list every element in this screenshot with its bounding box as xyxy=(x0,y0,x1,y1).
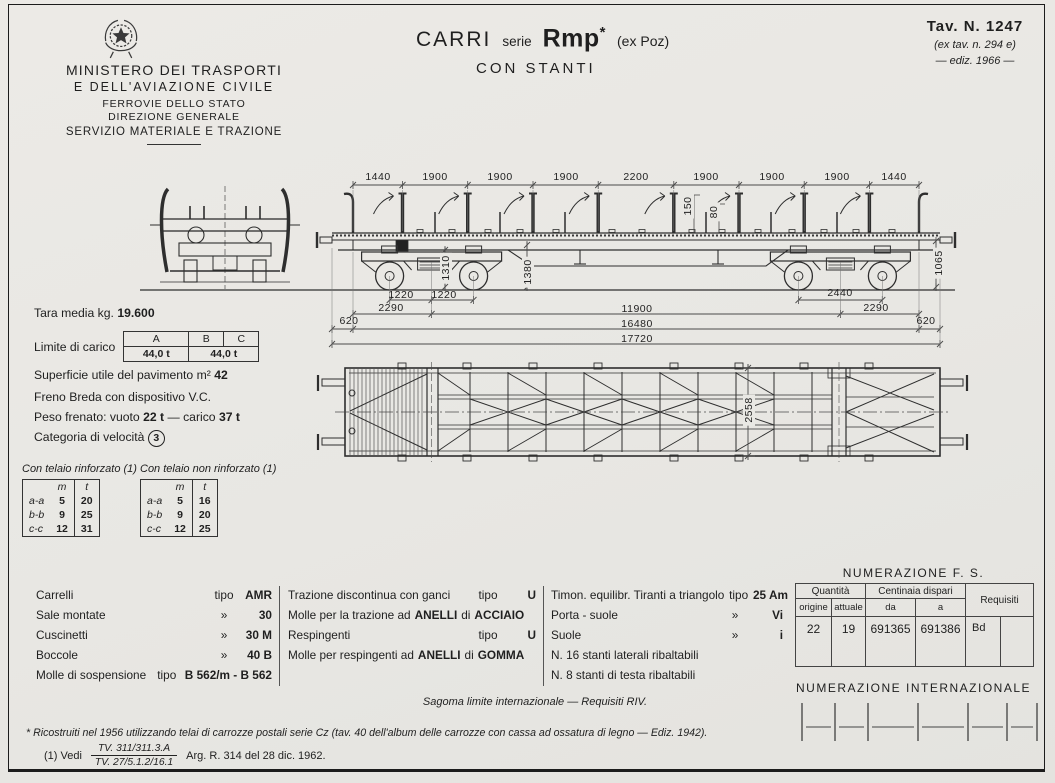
column-divider xyxy=(279,586,280,686)
fs-requisiti-empty xyxy=(1001,617,1034,667)
ministry-line: SERVIZIO MATERIALE E TRAZIONE xyxy=(65,126,283,139)
spec-row: Trazione discontinua con ganci tipo U xyxy=(288,588,536,602)
sagoma-note: Sagoma limite internazionale — Requisiti RIV. xyxy=(422,696,648,708)
dimension-label: 1900 xyxy=(824,171,850,183)
limite-line xyxy=(34,331,259,362)
telaio-non-rinforzato-table: m t a-a 5 16 b-b 9 20 c-c 12 25 xyxy=(140,479,218,537)
fs-origine-header: origine xyxy=(796,599,832,617)
dimension-label: 1440 xyxy=(365,171,391,183)
spec-row: N. 8 stanti di testa ribaltabili xyxy=(551,668,696,682)
telaio-table-title: Con telaio rinforzato (1) xyxy=(22,463,137,475)
title-ex-poz: (ex Poz) xyxy=(617,33,670,50)
footnote-marker: * xyxy=(26,727,31,739)
telaio-row: a-a 5 16 xyxy=(141,494,218,508)
column-divider xyxy=(543,586,544,686)
fs-centinaia-header: Centinaia dispari xyxy=(866,584,966,599)
dimension-label: 2290 xyxy=(378,302,404,314)
limite-label: Limite di carico xyxy=(34,339,116,354)
limite-col-a: A xyxy=(124,332,189,347)
fs-attuale-value: 19 xyxy=(832,617,866,667)
telaio-rinforzato-table: m t a-a 5 20 b-b 9 25 c-c 12 31 xyxy=(22,479,100,537)
dimension-label: 16480 xyxy=(621,318,653,330)
spec-row: Suole » i xyxy=(551,628,783,642)
fs-da-value: 691365 xyxy=(866,617,916,667)
dimension-label: 1220 xyxy=(431,289,457,301)
tara-value: 19.600 xyxy=(117,306,155,320)
fs-numbering-table xyxy=(795,583,1034,667)
title-series-code: Rmp* xyxy=(542,24,607,53)
dimension-label: 1900 xyxy=(553,171,579,183)
fs-requisiti-header: Requisiti xyxy=(966,584,1034,617)
spec-row: Molle per respingenti ad ANELLI di GOMMA xyxy=(288,648,525,662)
dimension-label: 150 xyxy=(682,193,694,218)
dimension-label: 17720 xyxy=(621,333,653,345)
spec-column-trazione xyxy=(288,588,536,668)
reference-fraction xyxy=(91,743,177,768)
telaio-table-title: Con telaio non rinforzato (1) xyxy=(140,463,277,475)
vedi-footnote: (1) Vedi $\frac{TV. 311/311.3.A}{TV. 27/5.1.2/16.1}$ Arg. R. 314 del 28 dic. 1962. xyxy=(44,743,326,768)
fs-quantita-header: Quantità xyxy=(796,584,866,599)
title-serie: serie xyxy=(502,34,532,50)
speed-category-badge: 3 xyxy=(148,430,165,447)
dimension-label: 1310 xyxy=(440,252,452,283)
spec-row: Carrelli tipo AMR xyxy=(36,588,272,602)
spec-row: Porta - suole » Vi xyxy=(551,608,783,622)
freno-line: Freno Breda con dispositivo V.C. xyxy=(34,390,212,404)
dimension-label: 1065 xyxy=(933,247,945,278)
limite-col-b: B xyxy=(189,332,224,347)
dimension-label: 1900 xyxy=(759,171,785,183)
ministry-line: FERROVIE DELLO STATO xyxy=(102,98,246,111)
fs-numbering-title: NUMERAZIONE F. S. xyxy=(842,566,985,580)
limite-value-bc: 44,0 t xyxy=(189,347,259,362)
fs-requisiti-value: Bd xyxy=(966,617,1001,667)
ministry-line: MINISTERO DEI TRASPORTI xyxy=(65,62,283,78)
spec-row: Sale montate » 30 xyxy=(36,608,272,622)
superficie-value: 42 xyxy=(214,368,228,382)
dimension-label: 1440 xyxy=(881,171,907,183)
dimension-label: 11900 xyxy=(621,303,653,315)
dimension-label: 2290 xyxy=(863,302,889,314)
telaio-row: b-b 9 25 xyxy=(23,508,100,522)
limite-table xyxy=(123,331,259,362)
spec-row: Cuscinetti » 30 M xyxy=(36,628,272,642)
plate-number: Tav. N. 1247 xyxy=(926,18,1024,35)
telaio-row: c-c 12 31 xyxy=(23,522,100,537)
dimension-label: 2558 xyxy=(743,394,755,425)
spec-row: Boccole » 40 B xyxy=(36,648,272,662)
telaio-row: c-c 12 25 xyxy=(141,522,218,537)
dimension-label: 1900 xyxy=(422,171,448,183)
spec-column-timoneria xyxy=(551,588,788,688)
limite-col-c: C xyxy=(224,332,259,347)
dimension-label: 620 xyxy=(339,315,359,327)
dimension-label: 2200 xyxy=(623,171,649,183)
title-carri: CARRI xyxy=(416,28,492,52)
dimension-label: 1900 xyxy=(487,171,513,183)
fraction-denominator: TV. 27/5.1.2/16.1 xyxy=(94,757,174,768)
title-subtitle: CON STANTI xyxy=(476,60,596,78)
dimension-label: 1380 xyxy=(522,256,534,287)
spec-row: Timon. equilibr. Tiranti a triangolo tipo 25 Am xyxy=(551,588,788,602)
fs-attuale-header: attuale xyxy=(832,599,866,617)
dimension-label: 80 xyxy=(708,203,720,222)
fs-origine-value: 22 xyxy=(796,617,832,667)
fraction-numerator: TV. 311/311.3.A xyxy=(91,743,177,756)
plate-edition: — ediz. 1966 — xyxy=(935,55,1015,67)
intl-numbering-title: NUMERAZIONE INTERNAZIONALE xyxy=(795,681,1032,695)
spec-row: Molle per la trazione ad ANELLI di ACCIAIO xyxy=(288,608,525,622)
dimension-label: 2440 xyxy=(827,287,853,299)
ministry-line: E DELL'AVIAZIONE CIVILE xyxy=(73,79,275,94)
fs-da-header: da xyxy=(866,599,916,617)
tara-line: Tara media kg. 19.600 xyxy=(34,306,155,320)
telaio-row: a-a 5 20 xyxy=(23,494,100,508)
dimension-label: 1220 xyxy=(388,289,414,301)
plate-ex: (ex tav. n. 294 e) xyxy=(934,39,1016,51)
title-asterisk: * xyxy=(599,24,607,41)
limite-value-a: 44,0 t xyxy=(124,347,189,362)
categoria-line: Categoria di velocità 3 xyxy=(34,430,165,447)
fs-a-value: 691386 xyxy=(916,617,966,667)
spec-row: Molle di sospensione tipo B 562/m - B 562 xyxy=(36,668,272,682)
fs-a-header: a xyxy=(916,599,966,617)
peso-line: Peso frenato: vuoto 22 t — carico 37 t xyxy=(34,410,240,424)
superficie-line: Superficie utile del pavimento m² 42 xyxy=(34,368,228,382)
spec-column-carrelli xyxy=(36,588,272,688)
spec-row: Respingenti tipo U xyxy=(288,628,536,642)
spec-row: N. 16 stanti laterali ribaltabili xyxy=(551,648,699,662)
ministry-line: DIREZIONE GENERALE xyxy=(108,111,240,124)
dimension-label: 620 xyxy=(916,315,936,327)
rebuilt-footnote: * Ricostruiti nel 1956 utilizzando telai di carrozze postali serie Cz (tav. 40 dell'album delle carrozze con cassa ad ossatura di legno — Ediz. 1942). xyxy=(26,727,708,739)
dimension-label: 1900 xyxy=(693,171,719,183)
telaio-row: b-b 9 20 xyxy=(141,508,218,522)
